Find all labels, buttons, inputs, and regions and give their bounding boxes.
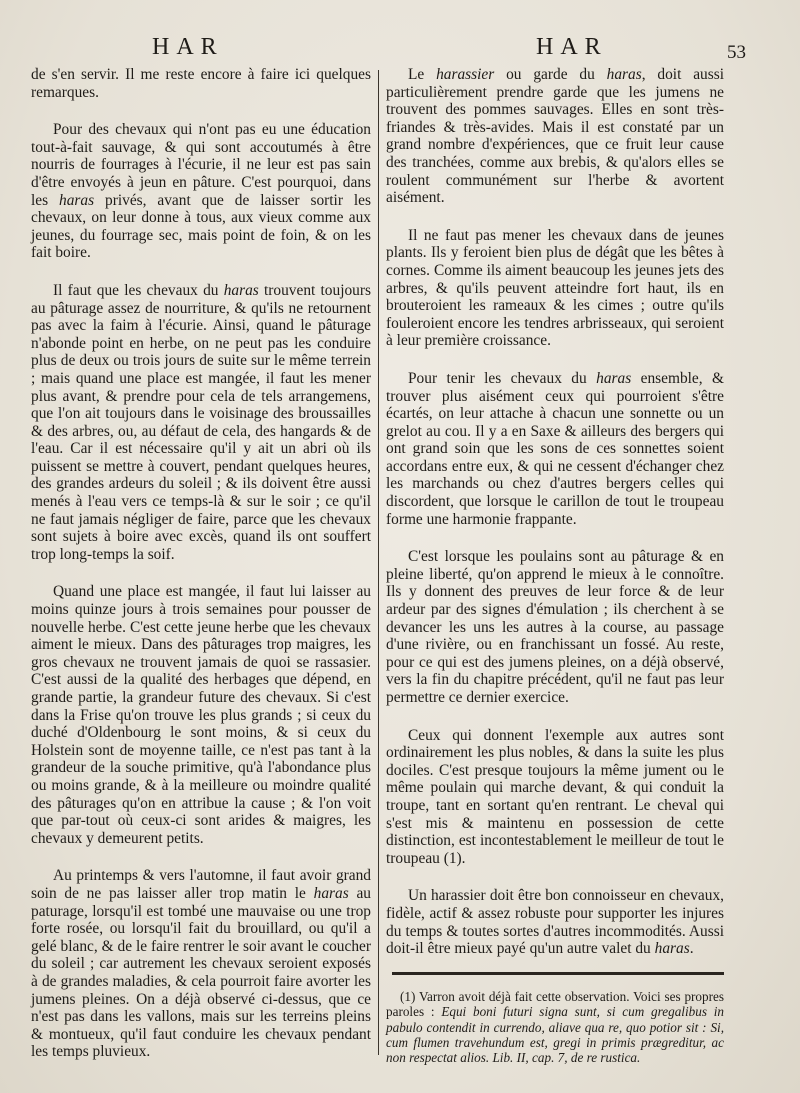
left-running-head: HAR [152,34,224,60]
paragraph: Au printemps & vers l'automne, il faut avoir grand soin de ne pas laisser aller trop matin le haras au paturage, lorsqu'il est tombé une mauvaise ou une trop forte rosée, ou lorsqu'il fait du brouillard, ou qu'il a gelé blanc, & de le faire rentrer le soir avant le coucher du soleil ; car autrement les chevaux seroient exposés à de grandes maladies, & cela pourroit faire avorter les jumens pleines. On a déjà observé ci-dessus, que ce n'est pas dans les vallons, mais sur les terreins pleins & montueux, qu'il faut conduire les chevaux pendant les temps pluvieux. [31,867,371,1061]
paragraph: Pour des chevaux qui n'ont pas eu une éducation tout-à-fait sauvage, & qui sont accoutumés à être nourris de fourrages à l'écurie, il ne leur est pas sain d'être envoyés à jeun en pâture. C'est pourquoi, dans les haras privés, avant que de laisser sortir les chevaux, on leur donne à tous, aux vieux comme aux jeunes, du fourrage sec, mais point de foin, & on les fait boire. [31,121,371,262]
paragraph: Quand une place est mangée, il faut lui laisser au moins quinze jours à trois semaines pour pousser de nouvelle herbe. C'est cette jeune herbe que les chevaux aiment le mieux. Dans des pâturages trop maigres, les gros chevaux ne trouvent jamais de quoi se rassasier. C'est aussi de la qualité des herbages que dépend, en grande partie, la grandeur future des chevaux. Si c'est dans la Frise qu'on trouve les plus grands ; si ceux du duché d'Oldenbourg le sont moins, & si ceux du Holstein sont de moyenne taille, ce n'est pas tant à la grandeur de la souche primitive, qu'à l'abondance plus ou moins grande, & à la meilleure ou moindre qualité des pâturages qu'on en attribue la cause ; & l'on voit que par-tout où ceux-ci sont arides & maigres, les chevaux y demeurent petits. [31,583,371,847]
footnote-rule [392,972,724,975]
paragraph: Ceux qui donnent l'exemple aux autres sont ordinairement les plus nobles, & dans la suite les plus dociles. C'est presque toujours la même jument ou le même poulain qui marche devant, & qui conduit la troupe, tant en sortant qu'en rentrant. Le cheval qui s'est mis & maintenu en possession de cette distinction, est incontestablement le meilleur de tout le troupeau (1). [386,726,724,867]
footnote: (1) Varron avoit déjà fait cette observation. Voici ses propres paroles : Equi boni futuri signa sunt, si cum gregalibus in pabulo contendit in currendo, aliave qua re, quo potior sit : Si, cum flumen travehundum est, gregi in primis prægreditur, ac non respectat alios. Lib. II, cap. 7, de re rustica. [386,988,724,1066]
paragraph: Il faut que les chevaux du haras trouvent toujours au pâturage assez de nourriture, & qu'ils ne retournent pas avec la faim à l'écurie. Ainsi, quand le pâturage n'abonde point en herbe, on ne peut pas les conduire plus de deux ou trois jours de suite sur le même terrein ; mais quand une place est mangée, il faut les mener plus avant, & prendre pour cela de tels arrangemens, que l'on ait toujours dans le voisinage des broussailles & des arbres, ou, au défaut de cela, des hangards & de l'eau. Car il est nécessaire qu'il y ait un abri où ils puissent se mettre à couvert, pendant quelques heures, des grandes ardeurs du soleil ; & ils doivent être aussi menés à l'eau vers ce temps-là & sur le soir ; ce qu'il ne faut jamais négliger de faire, parce que les chevaux sont sujets à boire avec excès, quand ils ont souffert trop long-temps la soif. [31,281,371,563]
left-column [31,66,371,1061]
page-header [0,32,800,68]
paragraph: Pour tenir les chevaux du haras ensemble, & trouver plus aisément ceux qui pourroient s'être écartés, on leur attache à chacun une sonnette ou un grelot au cou. Il y a en Saxe & ailleurs des bergers qui ont grand soin que les sons de ces sonnettes soient accordans entre eux, & qui ne cessent d'échanger chez les marchands ou chez d'autres bergers celles qui discordent, que lorsque le carillon de tout le troupeau forme une harmonie frappante. [386,369,724,528]
column-divider [378,70,379,1055]
paragraph: Un harassier doit être bon connoisseur en chevaux, fidèle, actif & assez robuste pour supporter les injures du temps & toutes sortes d'autres incommodités. Aussi doit-il être mieux payé qu'un autre valet du haras. [386,887,724,958]
paragraph: de s'en servir. Il me reste encore à faire ici quelques remarques. [31,66,371,101]
paragraph: Il ne faut pas mener les chevaux dans de jeunes plants. Ils y feroient bien plus de dégât que les bêtes à cornes. Comme ils aiment beaucoup les jeunes jets des arbres, & qu'ils peuvent atteindre fort haut, ils en brouteroient les rameaux & les cimes ; outre qu'ils fouleroient encore les tendres arbrisseaux, qui seroient à leur première croissance. [386,226,724,350]
right-column [386,66,724,1066]
paragraph: Le harassier ou garde du haras, doit aussi particulièrement prendre garde que les jumens ne trouvent des pommes sauvages. Elles en sont très-friandes & très-avides. Mais il est constaté par un grand nombre d'expériences, que ce fruit leur cause des tranchées, comme aux brebis, & qu'alors elles se roulent communément sur l'herbe & avortent aisément. [386,66,724,207]
right-running-head: HAR [536,34,608,60]
page-number: 53 [727,42,746,63]
paragraph: C'est lorsque les poulains sont au pâturage & en pleine liberté, qu'on apprend le mieux à le connoître. Ils y donnent des preuves de leur force & de leur ardeur par des signes d'émulation ; ils cherchent à se devancer les uns les autres à la course, au passage d'une rivière, ou en franchissant un fossé. Au reste, pour ce qui est des jumens pleines, on a déjà observé, vers la fin du chapitre précédent, qu'il ne faut pas leur permettre ce dernier exercice. [386,548,724,706]
